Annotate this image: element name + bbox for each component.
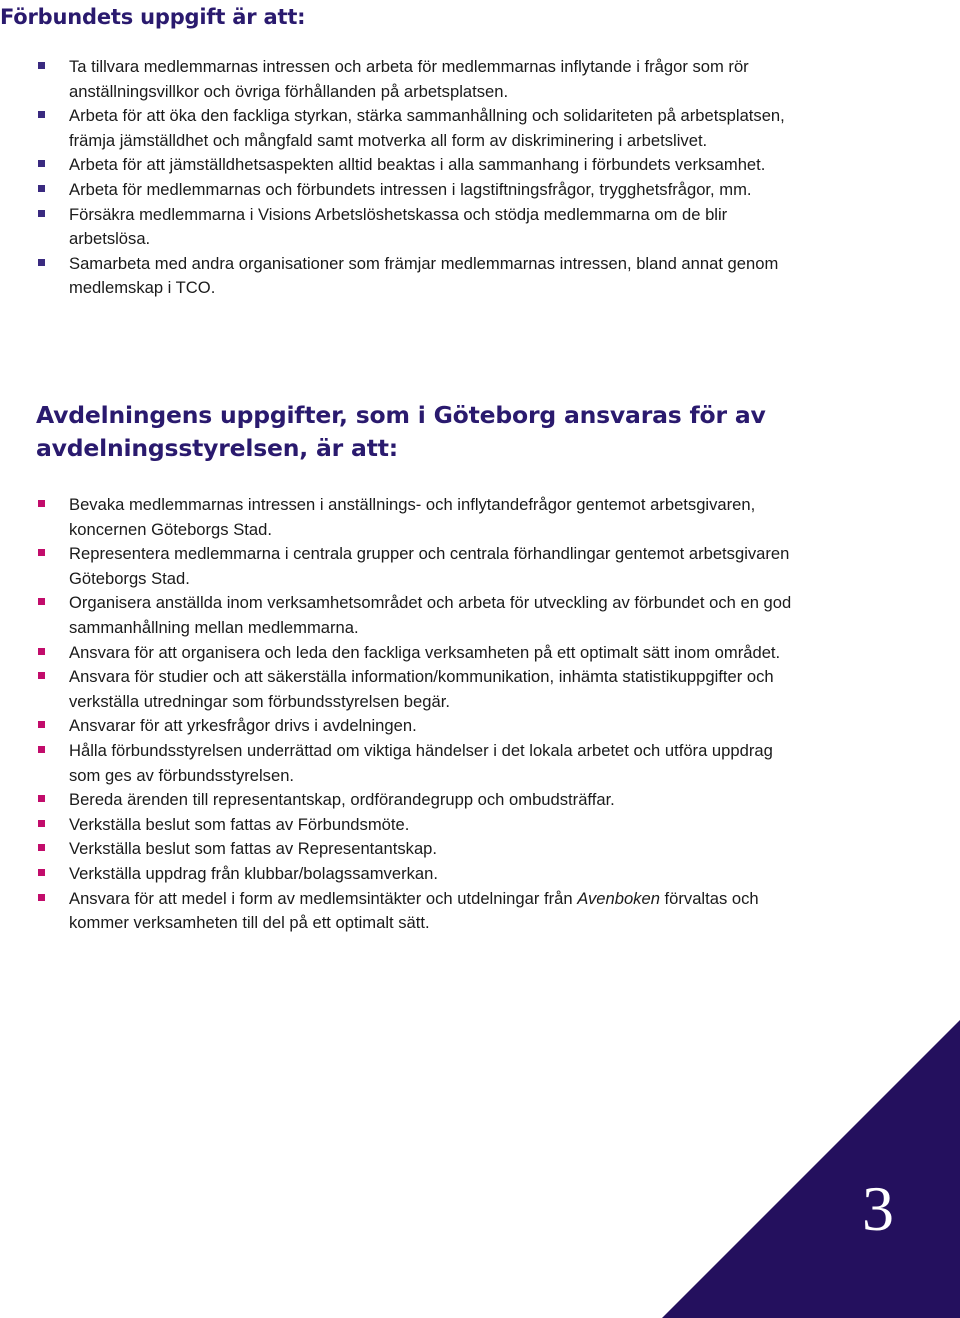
list-item bbox=[36, 714, 806, 739]
list-item-text: Verkställa beslut som fattas av Förbundsmöte. bbox=[69, 814, 410, 834]
list-item bbox=[36, 153, 796, 178]
list-item bbox=[36, 203, 796, 252]
list-item bbox=[36, 542, 806, 591]
list-item-text: Verkställa uppdrag från klubbar/bolagssamverkan. bbox=[69, 863, 438, 883]
list-item bbox=[36, 862, 806, 887]
list-item-text: Bereda ärenden till representantskap, ordförandegrupp och ombudsträffar. bbox=[69, 790, 615, 810]
list-item bbox=[36, 104, 796, 153]
forbundet-task-list bbox=[36, 55, 796, 301]
list-item bbox=[36, 837, 806, 862]
list-item-text: Arbeta för att jämställdhetsaspekten alltid beaktas i alla sammanhang i förbundets verksamhet. bbox=[69, 155, 766, 175]
list-item-text: Försäkra medlemmarna i Visions Arbetslöshetskassa och stödja medlemmarna om de blir arbetslösa. bbox=[69, 204, 728, 249]
list-item bbox=[36, 252, 796, 301]
list-item bbox=[36, 887, 806, 936]
list-item-text: Bevaka medlemmarnas intressen i anställnings- och inflytandefrågor gentemot arbetsgivaren, koncernen Göteborgs Stad. bbox=[69, 495, 756, 539]
square-bullet-icon bbox=[38, 648, 45, 655]
list-item bbox=[36, 665, 806, 714]
square-bullet-icon bbox=[38, 820, 45, 827]
page-number: 3 bbox=[862, 1173, 894, 1244]
list-item-text: Verkställa beslut som fattas av Representantskap. bbox=[69, 839, 438, 859]
section-heading-avdelningens-uppgifter: Avdelningens uppgifter, som i Göteborg ansvaras för av avdelningsstyrelsen, är att: bbox=[36, 401, 766, 462]
list-item bbox=[36, 178, 796, 203]
list-item bbox=[36, 739, 806, 788]
square-bullet-icon bbox=[38, 500, 45, 507]
list-item-text: Organisera anställda inom verksamhetsområdet och arbeta för utveckling av förbundet och en god sammanhållning mellan medlemmarna. bbox=[69, 593, 792, 637]
list-item-text-start: Ansvara för att medel i form av medlemsintäkter och utdelningar från bbox=[69, 888, 578, 908]
square-bullet-icon bbox=[38, 62, 45, 69]
square-bullet-icon bbox=[38, 549, 45, 556]
square-bullet-icon bbox=[38, 795, 45, 802]
square-bullet-icon bbox=[38, 160, 45, 167]
list-item-text: Arbeta för att öka den fackliga styrkan, stärka sammanhållning och solidariteten på arbetsplatsen, främja jämställdhet och mångfald samt motverka all form av diskriminering i arbetslivet. bbox=[69, 106, 785, 150]
list-item-text: Ta tillvara medlemmarnas intressen och arbeta för medlemmarnas inflytande i frågor som rör anställningsvillkor och övriga förhållanden på arbetsplatsen. bbox=[69, 57, 749, 101]
list-item bbox=[36, 55, 796, 104]
square-bullet-icon bbox=[38, 869, 45, 876]
list-item-text: Samarbeta med andra organisationer som främjar medlemmarnas intressen, bland annat genom medlemskap i TCO. bbox=[69, 253, 779, 298]
square-bullet-icon bbox=[38, 111, 45, 118]
list-item-text: Arbeta för medlemmarnas och förbundets intressen i lagstiftningsfrågor, trygghetsfrågor, mm. bbox=[69, 179, 752, 199]
list-item-text: Ansvarar för att yrkesfrågor drivs i avdelningen. bbox=[69, 716, 417, 736]
list-item-text: Ansvara för att organisera och leda den fackliga verksamheten på ett optimalt sätt inom området. bbox=[69, 642, 781, 662]
list-item-text-end: förvaltas och kommer verksamheten till del på ett optimalt sätt. bbox=[69, 888, 759, 933]
square-bullet-icon bbox=[38, 721, 45, 728]
list-item-text: Representera medlemmarna i centrala grupper och centrala förhandlingar gentemot arbetsgivaren Göteborgs Stad. bbox=[69, 544, 790, 588]
square-bullet-icon bbox=[38, 210, 45, 217]
square-bullet-icon bbox=[38, 844, 45, 851]
avdelning-task-list bbox=[36, 493, 806, 936]
list-item bbox=[36, 591, 806, 640]
square-bullet-icon bbox=[38, 672, 45, 679]
square-bullet-icon bbox=[38, 746, 45, 753]
square-bullet-icon bbox=[38, 894, 45, 901]
square-bullet-icon bbox=[38, 185, 45, 192]
list-item-text: Ansvara för studier och att säkerställa information/kommunikation, inhämta statistikuppgifter och verkställa utredningar som förbundsstyrelsen begär. bbox=[69, 667, 774, 711]
list-item-text: Hålla förbundsstyrelsen underrättad om viktiga händelser i det lokala arbetet och utföra uppdrag som ges av förbundsstyrelsen. bbox=[69, 740, 773, 785]
list-item bbox=[36, 493, 806, 542]
square-bullet-icon bbox=[38, 598, 45, 605]
list-item bbox=[36, 641, 806, 666]
section-heading-forbundets-uppgift: Förbundets uppgift är att: bbox=[0, 5, 306, 29]
square-bullet-icon bbox=[38, 259, 45, 266]
list-item bbox=[36, 813, 806, 838]
corner-triangle-decoration bbox=[662, 1020, 960, 1318]
italic-name-avenboken: Avenboken bbox=[577, 888, 660, 908]
list-item bbox=[36, 788, 806, 813]
